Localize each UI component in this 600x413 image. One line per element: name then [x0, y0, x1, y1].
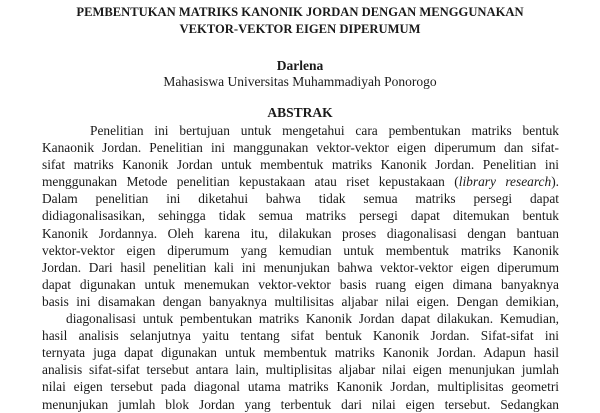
abstract-line [42, 173, 559, 190]
abstract-line: analisis sifat-sifat tersebut antara lain, multiplisitas aljabar nilai eigen menunjukan jumlah [42, 362, 559, 378]
author-affiliation: Mahasiswa Universitas Muhammadiyah Ponorogo [163, 74, 437, 89]
abstract-line: hasil analisis selanjutnya yaitu tentang sifat bentuk Kanonik Jordan. Sifat-sifat ini [42, 328, 559, 344]
abstract-line: Jordan. Dari hasil penelitian kali ini menunjukan bahwa vektor-vektor eigen diperumum [42, 259, 559, 275]
abstract-heading: ABSTRAK [267, 105, 333, 120]
abstract-line: diagonalisasi untuk pembentukan matriks Kanonik Jordan dapat dilakukan. Kemudian, [66, 311, 559, 327]
author-name: Darlena [276, 58, 324, 73]
abstract-line: nilai eigen tersebut pada diagonal utama matriks Kanonik Jordan, multiplisitas geometri [42, 379, 559, 395]
abstract-line: vektor-vektor eigen diperumum yang kemudian untuk membentuk matriks Kanonik [42, 242, 559, 258]
abstract-line: Kanaonik Jordan. Penelitian ini manggunakan vektor-vektor eigen diperumum dan sifat- [42, 140, 559, 156]
abstract-line-tail: ). [551, 174, 559, 190]
paper-title-line-1: PEMBENTUKAN MATRIKS KANONIK JORDAN DENGAN MENGGUNAKAN [76, 5, 524, 19]
abstract-line: Penelitian ini bertujuan untuk mengetahui cara pembentukan matriks bentuk [90, 123, 559, 138]
abstract-line-text: menggunakan Metode penelitian kepustakaan atau riset kepustakaan ( [42, 174, 459, 190]
abstract-line: sifat matriks Kanonik Jordan untuk membentuk matriks Kanonik Jordan. Penelitian ini [42, 157, 559, 173]
paper-title-line-2: VEKTOR-VEKTOR EIGEN DIPERUMUM [179, 22, 421, 36]
abstract-line: Kanonik Jordannya. Oleh karena itu, dilakukan proses diagonalisasi dengan bantuan [42, 225, 559, 241]
abstract-line: Dalam penelitian ini diketahui bahwa tidak semua matriks persegi dapat [42, 191, 559, 207]
abstract-body [42, 122, 559, 413]
abstract-line: menunjukan jumlah blok Jordan yang terbentuk dari nilai eigen tersebut. Sedangkan [42, 396, 559, 412]
abstract-line: basis ini disamakan dengan banyaknya multilisitas aljabar nilai eigen. Dengan demikian, [42, 293, 559, 309]
abstract-line: ternyata juga dapat digunakan untuk membentuk matriks Kanonik Jordan. Adapun hasil [42, 345, 559, 361]
abstract-line: dapat digunakan untuk menemukan vektor-vektor basis ruang eigen dimana banyaknya [42, 276, 559, 292]
abstract-line: didiagonalisasikan, sehingga tidak semua matriks persegi dapat ditemukan bentuk [42, 208, 559, 224]
abstract-italic-term: library research [458, 174, 552, 190]
